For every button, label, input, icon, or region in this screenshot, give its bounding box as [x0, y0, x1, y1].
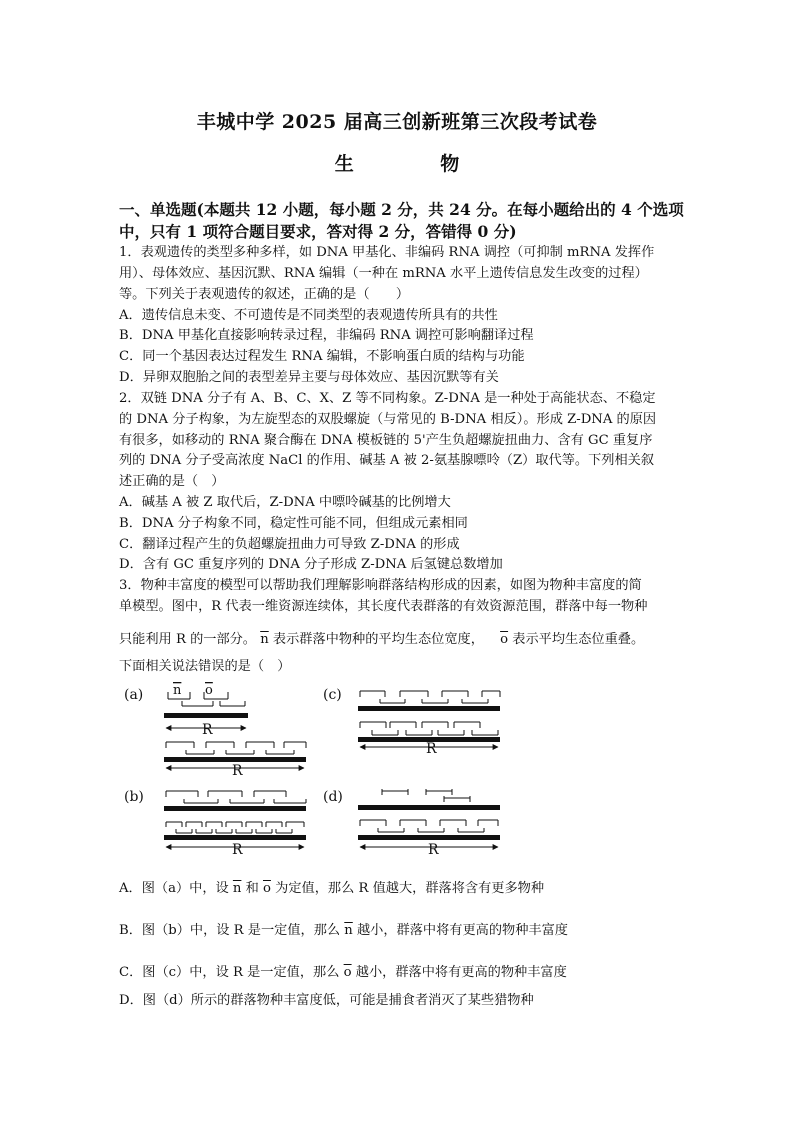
panel-a-o-label: o — [205, 683, 213, 698]
q2-stem-line-4: 列的 DNA 分子受高浓度 NaCl 的作用、碱基 A 被 2-氨基腺嘌呤（Z）取代等。下列相关叙 — [119, 453, 655, 468]
q3-option-d: D．图（d）所示的群落物种丰富度低，可能是捕食者消灭了某些猎物种 — [119, 993, 534, 1008]
q2-stem-line-3: 有很多，如移动的 RNA 聚合酶在 DNA 模板链的 5'产生负超螺旋扭曲力、含有 GC 重复序 — [119, 433, 653, 448]
q1-option-a: A．遗传信息未变、不可遗传是不同类型的表观遗传所具有的共性 — [119, 308, 498, 323]
panel-d-resource-bar-top — [358, 805, 500, 810]
q1-option-d: D．异卵双胞胎之间的表型差异主要与母体效应、基因沉默等有关 — [119, 370, 499, 385]
q3-option-a-mid: 和 — [245, 881, 259, 896]
q3-option-b — [119, 922, 568, 940]
panel-b-niche-row-top — [166, 791, 306, 803]
panel-a-niche-row-long — [166, 742, 306, 754]
q3-option-a-post: 为定值，那么 R 值越大，群落将含有更多物种 — [275, 881, 545, 896]
panel-a-n-label: n — [173, 683, 182, 698]
panel-d-r-label: R — [428, 842, 439, 858]
panel-b-niche-row-bottom — [166, 822, 304, 833]
panel-c-label: (c) — [323, 687, 342, 703]
panel-c-r-label: R — [426, 741, 437, 757]
q3-stem-line-4: 下面相关说法错误的是（ ） — [119, 659, 291, 674]
q3-stem-line-3-c: 表示平均生态位重叠。 — [512, 632, 645, 647]
q1-stem-line-3: 等。下列关于表观遗传的叙述，正确的是（ ） — [119, 287, 410, 302]
q3-option-b-post: 越小，群落中将有更高的物种丰富度 — [356, 923, 568, 938]
q3-option-c — [119, 964, 567, 982]
panel-a-resource-bar-short — [164, 713, 248, 718]
panel-a-r-label-short: R — [202, 722, 213, 738]
q2-option-c: C．翻译过程产生的负超螺旋扭曲力可导致 Z-DNA 的形成 — [119, 537, 460, 552]
q2-stem-line-5: 述正确的是（ ） — [119, 474, 225, 489]
q3-option-a-o-symbol: $\overline{o}$ — [263, 881, 271, 896]
q3-stem-line-3-a: 只能利用 R 的一部分。 — [119, 632, 256, 647]
q1-option-c: C．同一个基因表达过程发生 RNA 编辑，不影响蛋白质的结构与功能 — [119, 349, 525, 364]
panel-c-niche-row-top — [360, 691, 500, 703]
q3-stem-line-3 — [119, 631, 644, 649]
q1-stem-line-2: 用）、母体效应、基因沉默、RNA 编辑（一种在 mRNA 水平上遗传信息发生改变的过程） — [119, 266, 648, 281]
q2-option-a: A．碱基 A 被 Z 取代后，Z-DNA 中嘌呤碱基的比例增大 — [119, 495, 451, 510]
panel-c-resource-bar-top — [358, 706, 500, 711]
panel-d-niche-row-top — [382, 789, 470, 802]
panel-d-niche-row-bottom — [360, 820, 498, 832]
q3-stem-line-1: 3．物种丰富度的模型可以帮助我们理解影响群落结构形成的因素，如图为物种丰富度的简 — [119, 578, 642, 593]
q3-option-c-o-symbol: $\overline{o}$ — [343, 965, 352, 980]
q1-stem-line-1: 1．表观遗传的类型多种多样，如 DNA 甲基化、非编码 RNA 调控（可抑制 mRNA 发挥作 — [119, 245, 655, 260]
o-bar-symbol: $\overline{o}$ — [500, 632, 509, 647]
subject-title: 生 物 — [334, 153, 500, 175]
q1-option-b: B．DNA 甲基化直接影响转录过程，非编码 RNA 调控可影响翻译过程 — [119, 328, 534, 343]
panel-a-label: (a) — [124, 687, 144, 703]
panel-b-r-label: R — [232, 842, 243, 858]
panel-d-resource-bar-bottom — [358, 835, 500, 840]
q3-stem-line-2: 单模型。图中，R 代表一维资源连续体，其长度代表群落的有效资源范围，群落中每一物种 — [119, 599, 648, 614]
panel-b-resource-bar-top — [164, 806, 306, 811]
section-heading — [119, 199, 684, 243]
q2-option-b: B．DNA 分子构象不同，稳定性可能不同，但组成元素相同 — [119, 516, 468, 531]
q3-option-c-post: 越小，群落中将有更高的物种丰富度 — [355, 965, 567, 980]
n-bar-symbol: $\overline{n}$ — [260, 632, 269, 647]
q3-option-a-n-symbol: $\overline{n}$ — [232, 881, 242, 896]
panel-d-label: (d) — [323, 789, 343, 805]
q3-option-b-pre: B．图（b）中，设 R 是一定值，那么 — [119, 923, 341, 938]
panel-a-r-label-long: R — [232, 763, 243, 779]
q3-stem-line-3-b: 表示群落中物种的平均生态位宽度， — [272, 632, 484, 647]
q3-option-a-pre: A．图（a）中，设 — [119, 881, 229, 896]
section-heading-line-1: 一、单选题(本题共 12 小题，每小题 2 分，共 24 分。在每小题给出的 4 个选项 — [119, 200, 684, 219]
exam-title: 丰城中学 2025 届高三创新班第三次段考试卷 — [196, 111, 598, 133]
q2-stem-line-2: 的 DNA 分子构象，为左旋型态的双股螺旋（与常见的 B-DNA 相反）。形成 Z-DNA 的原因 — [119, 412, 657, 427]
q3-option-a — [119, 880, 544, 898]
section-heading-line-2: 中，只有 1 项符合题目要求，答对得 2 分，答错得 0 分) — [119, 222, 517, 241]
q2-stem-line-1: 2．双链 DNA 分子有 A、B、C、X、Z 等不同构象。Z-DNA 是一种处于高能状态、不稳定 — [119, 391, 656, 406]
panel-c-niche-row-bottom — [360, 722, 498, 735]
panel-b-resource-bar-bottom — [164, 835, 306, 840]
q3-option-c-pre: C．图（c）中，设 R 是一定值，那么 — [119, 965, 340, 980]
q2-option-d: D．含有 GC 重复序列的 DNA 分子形成 Z-DNA 后氢键总数增加 — [119, 557, 503, 572]
panel-b-label: (b) — [124, 789, 144, 805]
panel-a-resource-bar-long — [164, 757, 306, 762]
q3-option-b-n-symbol: $\overline{n}$ — [344, 923, 353, 938]
niche-model-figure — [110, 680, 530, 870]
